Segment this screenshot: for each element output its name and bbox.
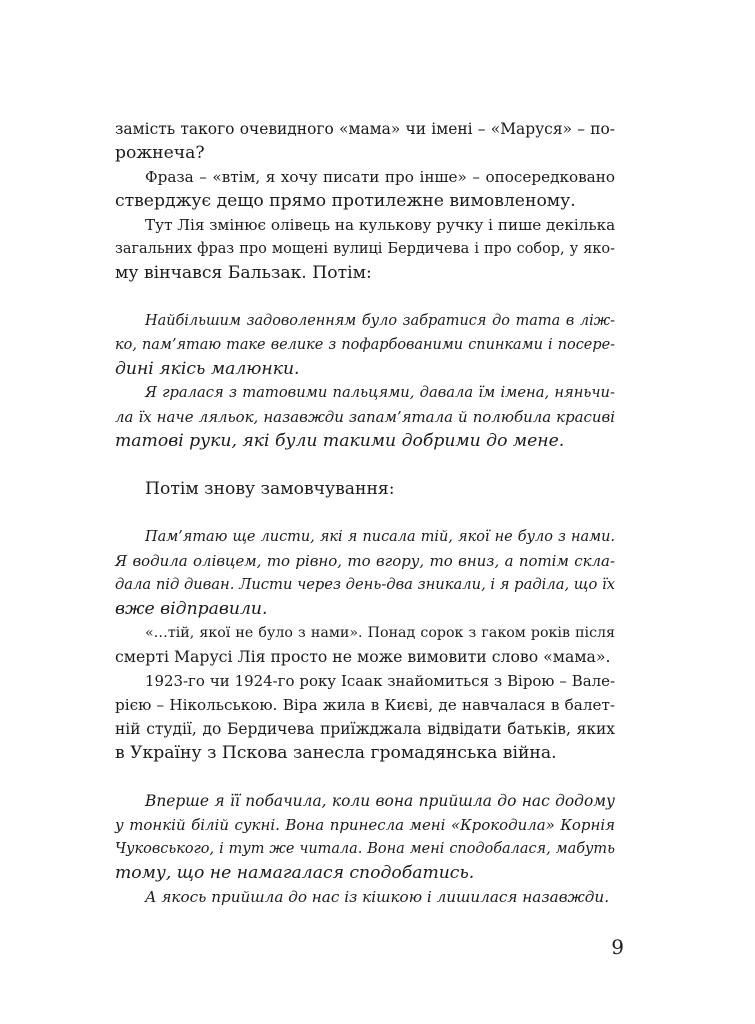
paragraph	[115, 621, 615, 669]
spacer	[115, 501, 615, 525]
text-line: Потім знову замовчування:	[145, 479, 395, 499]
page-number: 9	[611, 935, 624, 959]
quote-line: тому, що не намагалася сподобатись.	[115, 863, 475, 883]
quote-line: Вперше я її побачила, коли вона прийшла до нас додому	[145, 792, 615, 810]
text-line: в Україну з Пскова занесла громадянська війна.	[115, 743, 557, 763]
spacer	[115, 453, 615, 477]
quote-line: Я водила олівцем, то рівно, то вгору, то вниз, а потім скла-	[115, 552, 615, 570]
text-line: Фраза – «втім, я хочу писати про інше» – опосередковано	[145, 168, 615, 186]
spacer	[115, 765, 615, 789]
spacer	[115, 285, 615, 309]
quote-line: татові руки, які були такими добрими до мене.	[115, 431, 565, 451]
quote-line: дала під диван. Листи через день-два зникали, і я раділа, що їх	[115, 576, 615, 593]
quote-line: Найбільшим задоволенням було забратися до тата в ліж-	[145, 313, 615, 329]
quote-line: Я гралася з татовими пальцями, давала їм імена, няньчи-	[145, 384, 615, 401]
quote-line: ко, пам’ятаю таке велике з пофарбованими спинками і посере-	[115, 337, 615, 353]
text-line: Тут Лія змінює олівець на кулькову ручку і пише декілька	[145, 216, 616, 234]
quote-line: Чуковського, і тут же читала. Вона мені сподобалася, мабуть	[115, 841, 615, 857]
quote-block	[115, 789, 615, 909]
quote-block	[115, 309, 615, 453]
text-line: стверджує дещо прямо протилежне вимовленому.	[115, 191, 576, 211]
paragraph	[115, 117, 615, 165]
paragraph	[115, 669, 615, 765]
paragraph	[115, 477, 615, 501]
quote-line: ла їх наче ляльок, назавжди запам’ятала й полюбила красиві	[115, 408, 615, 426]
text-line: замість такого очевидного «мама» чи імені – «Маруся» – по-	[115, 120, 615, 138]
paragraph	[115, 213, 615, 285]
text-line: рожнеча?	[115, 143, 205, 163]
text-line: смерті Марусі Лія просто не може вимовити слово «мама».	[115, 647, 611, 666]
text-line: му вінчався Бальзак. Потім:	[115, 263, 372, 283]
text-line: загальних фраз про мощені вулиці Бердичева і про собор, у яко-	[115, 241, 615, 257]
quote-line: у тонкій білій сукні. Вона принесла мені «Крокодила» Корнія	[115, 816, 615, 834]
text-line: «…тій, якої не було з нами». Понад сорок з гаком років після	[145, 625, 615, 641]
quote-line: Пам’ятаю ще листи, які я писала тій, якої не було з нами.	[145, 529, 615, 545]
page-body	[115, 117, 615, 909]
quote-line: вже відправили.	[115, 599, 268, 619]
text-line: 1923-го чи 1924-го року Ісаак знайомиться з Вірою – Вале-	[145, 672, 615, 690]
text-line: рією – Нікольською. Віра жила в Києві, де навчалася в балет-	[115, 696, 615, 714]
quote-line: А якось прийшла до нас із кішкою і лишилася назавжди.	[145, 888, 610, 906]
quote-block	[115, 525, 615, 621]
text-line: ній студії, до Бердичева приїжджала відвідати батьків, яких	[115, 720, 615, 738]
paragraph	[115, 165, 615, 213]
quote-line: дині якісь малюнки.	[115, 359, 300, 379]
